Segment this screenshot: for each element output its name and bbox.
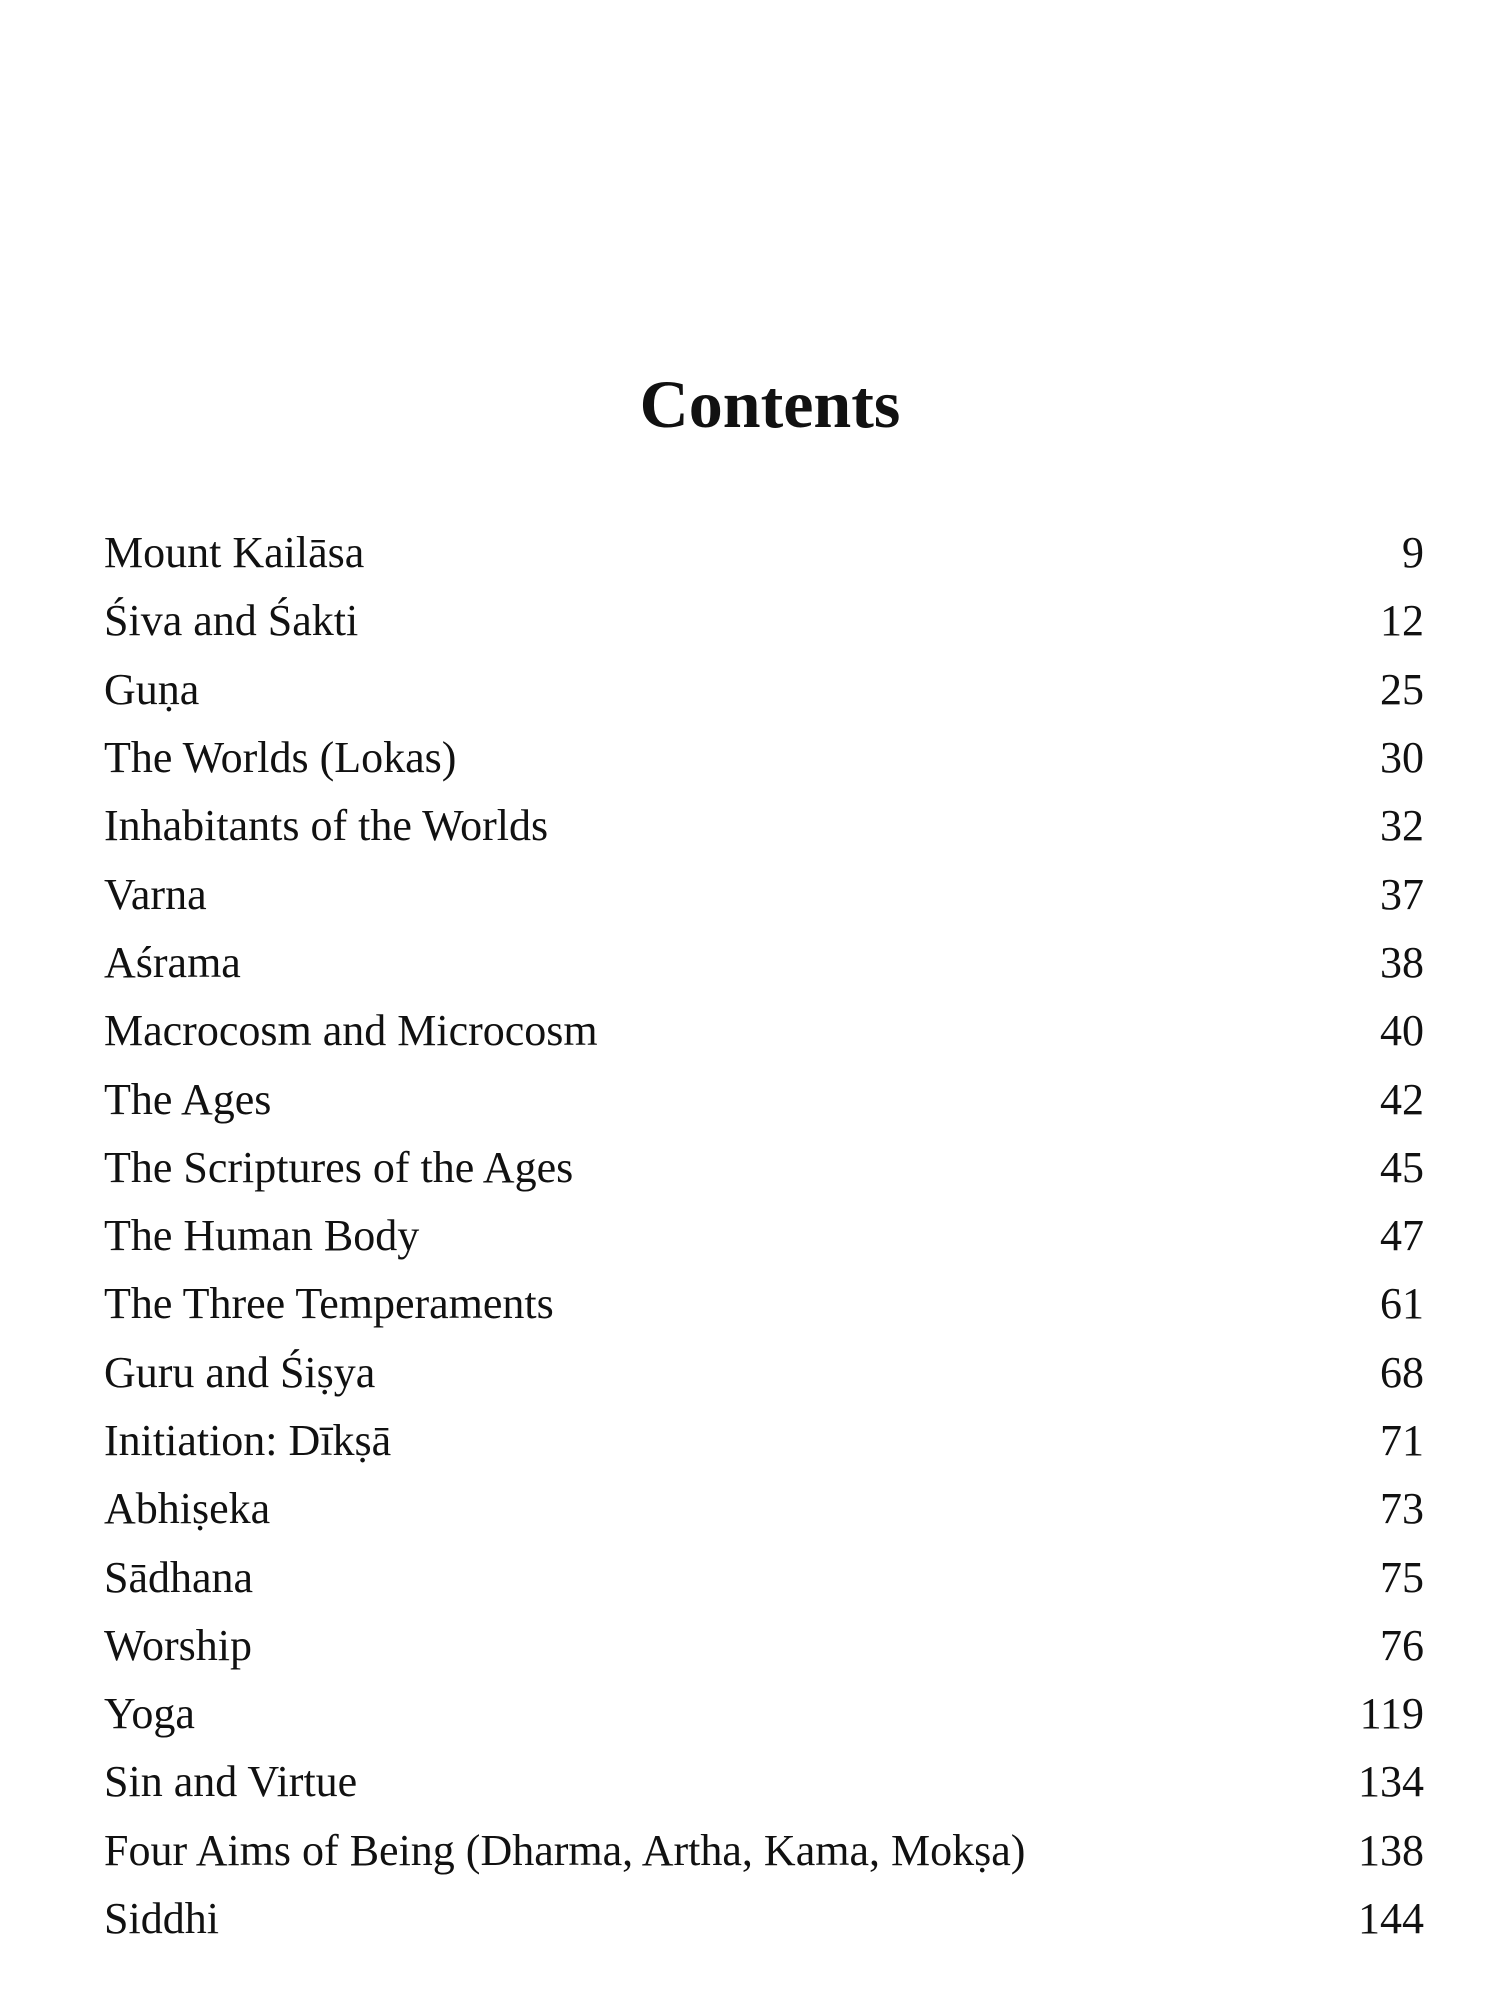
table-of-contents: [104, 519, 1424, 1953]
toc-entry: [104, 1065, 1424, 1133]
toc-entry: [104, 860, 1424, 928]
toc-entry: [104, 1612, 1424, 1680]
toc-entry: [104, 792, 1424, 860]
toc-entry-title: Sādhana: [104, 1552, 254, 1602]
toc-entry: [104, 724, 1424, 792]
toc-entry-title: Guṇa: [104, 664, 200, 714]
toc-entry-title: Sin and Virtue: [104, 1757, 358, 1807]
toc-entry: [104, 1748, 1424, 1816]
toc-entry-title: Yoga: [104, 1689, 195, 1739]
toc-page-number: 73: [1380, 1484, 1424, 1534]
toc-page-number: 12: [1380, 596, 1424, 646]
toc-entry-title: Initiation: Dīkṣā: [104, 1416, 392, 1465]
toc-entry: [104, 587, 1424, 655]
toc-page-number: 40: [1380, 1006, 1424, 1056]
toc-entry-title: Mount Kailāsa: [104, 528, 365, 578]
toc-page-number: 119: [1359, 1689, 1424, 1739]
toc-entry: [104, 1270, 1424, 1338]
toc-page-number: 25: [1380, 664, 1424, 714]
toc-page-number: 30: [1380, 733, 1424, 783]
toc-page-number: 75: [1380, 1552, 1424, 1602]
toc-entry-title: The Human Body: [104, 1211, 420, 1261]
toc-entry: [104, 519, 1424, 587]
toc-page-number: 42: [1380, 1074, 1424, 1124]
toc-entry: [104, 997, 1424, 1065]
toc-page-number: 76: [1380, 1620, 1424, 1670]
toc-entry: [104, 1543, 1424, 1611]
toc-page-number: 71: [1380, 1416, 1424, 1465]
toc-entry-title: The Three Temperaments: [104, 1279, 554, 1329]
toc-page-number: 68: [1380, 1347, 1424, 1397]
toc-entry-title: The Ages: [104, 1074, 272, 1124]
toc-entry-title: Varna: [104, 869, 207, 919]
toc-page-number: 134: [1358, 1757, 1424, 1807]
toc-entry: [104, 1680, 1424, 1748]
toc-entry: [104, 1202, 1424, 1270]
toc-entry-title: Aśrama: [104, 937, 241, 987]
toc-entry-title: Śiva and Śakti: [104, 596, 359, 646]
toc-entry: [104, 1817, 1424, 1885]
toc-entry-title: Four Aims of Being (Dharma, Artha, Kama, Mokṣa): [104, 1825, 1026, 1875]
toc-entry-title: The Worlds (Lokas): [104, 733, 457, 783]
toc-entry: [104, 1475, 1424, 1543]
toc-entry-title: The Scriptures of the Ages: [104, 1142, 574, 1192]
toc-entry-title: Worship: [104, 1620, 253, 1670]
toc-page-number: 38: [1380, 937, 1424, 987]
toc-page-number: 9: [1402, 528, 1424, 578]
toc-entry: [104, 1339, 1424, 1407]
page-title: Contents: [639, 366, 901, 442]
toc-entry-title: Abhiṣeka: [104, 1484, 271, 1534]
toc-page-number: 138: [1358, 1825, 1424, 1875]
toc-page-number: 61: [1380, 1279, 1424, 1329]
toc-page-number: 37: [1380, 869, 1424, 919]
toc-entry: [104, 656, 1424, 724]
toc-page-number: 32: [1380, 801, 1424, 851]
toc-page-number: 144: [1358, 1894, 1424, 1944]
toc-entry-title: Inhabitants of the Worlds: [104, 801, 549, 851]
toc-page-number: 45: [1380, 1142, 1424, 1192]
toc-page-number: 47: [1380, 1211, 1424, 1261]
toc-entry: [104, 929, 1424, 997]
toc-entry: [104, 1407, 1424, 1475]
toc-entry-title: Guru and Śiṣya: [104, 1347, 376, 1397]
toc-entry-title: Macrocosm and Microcosm: [104, 1006, 598, 1056]
toc-entry-title: Siddhi: [104, 1894, 219, 1944]
toc-entry: [104, 1134, 1424, 1202]
toc-entry: [104, 1885, 1424, 1953]
